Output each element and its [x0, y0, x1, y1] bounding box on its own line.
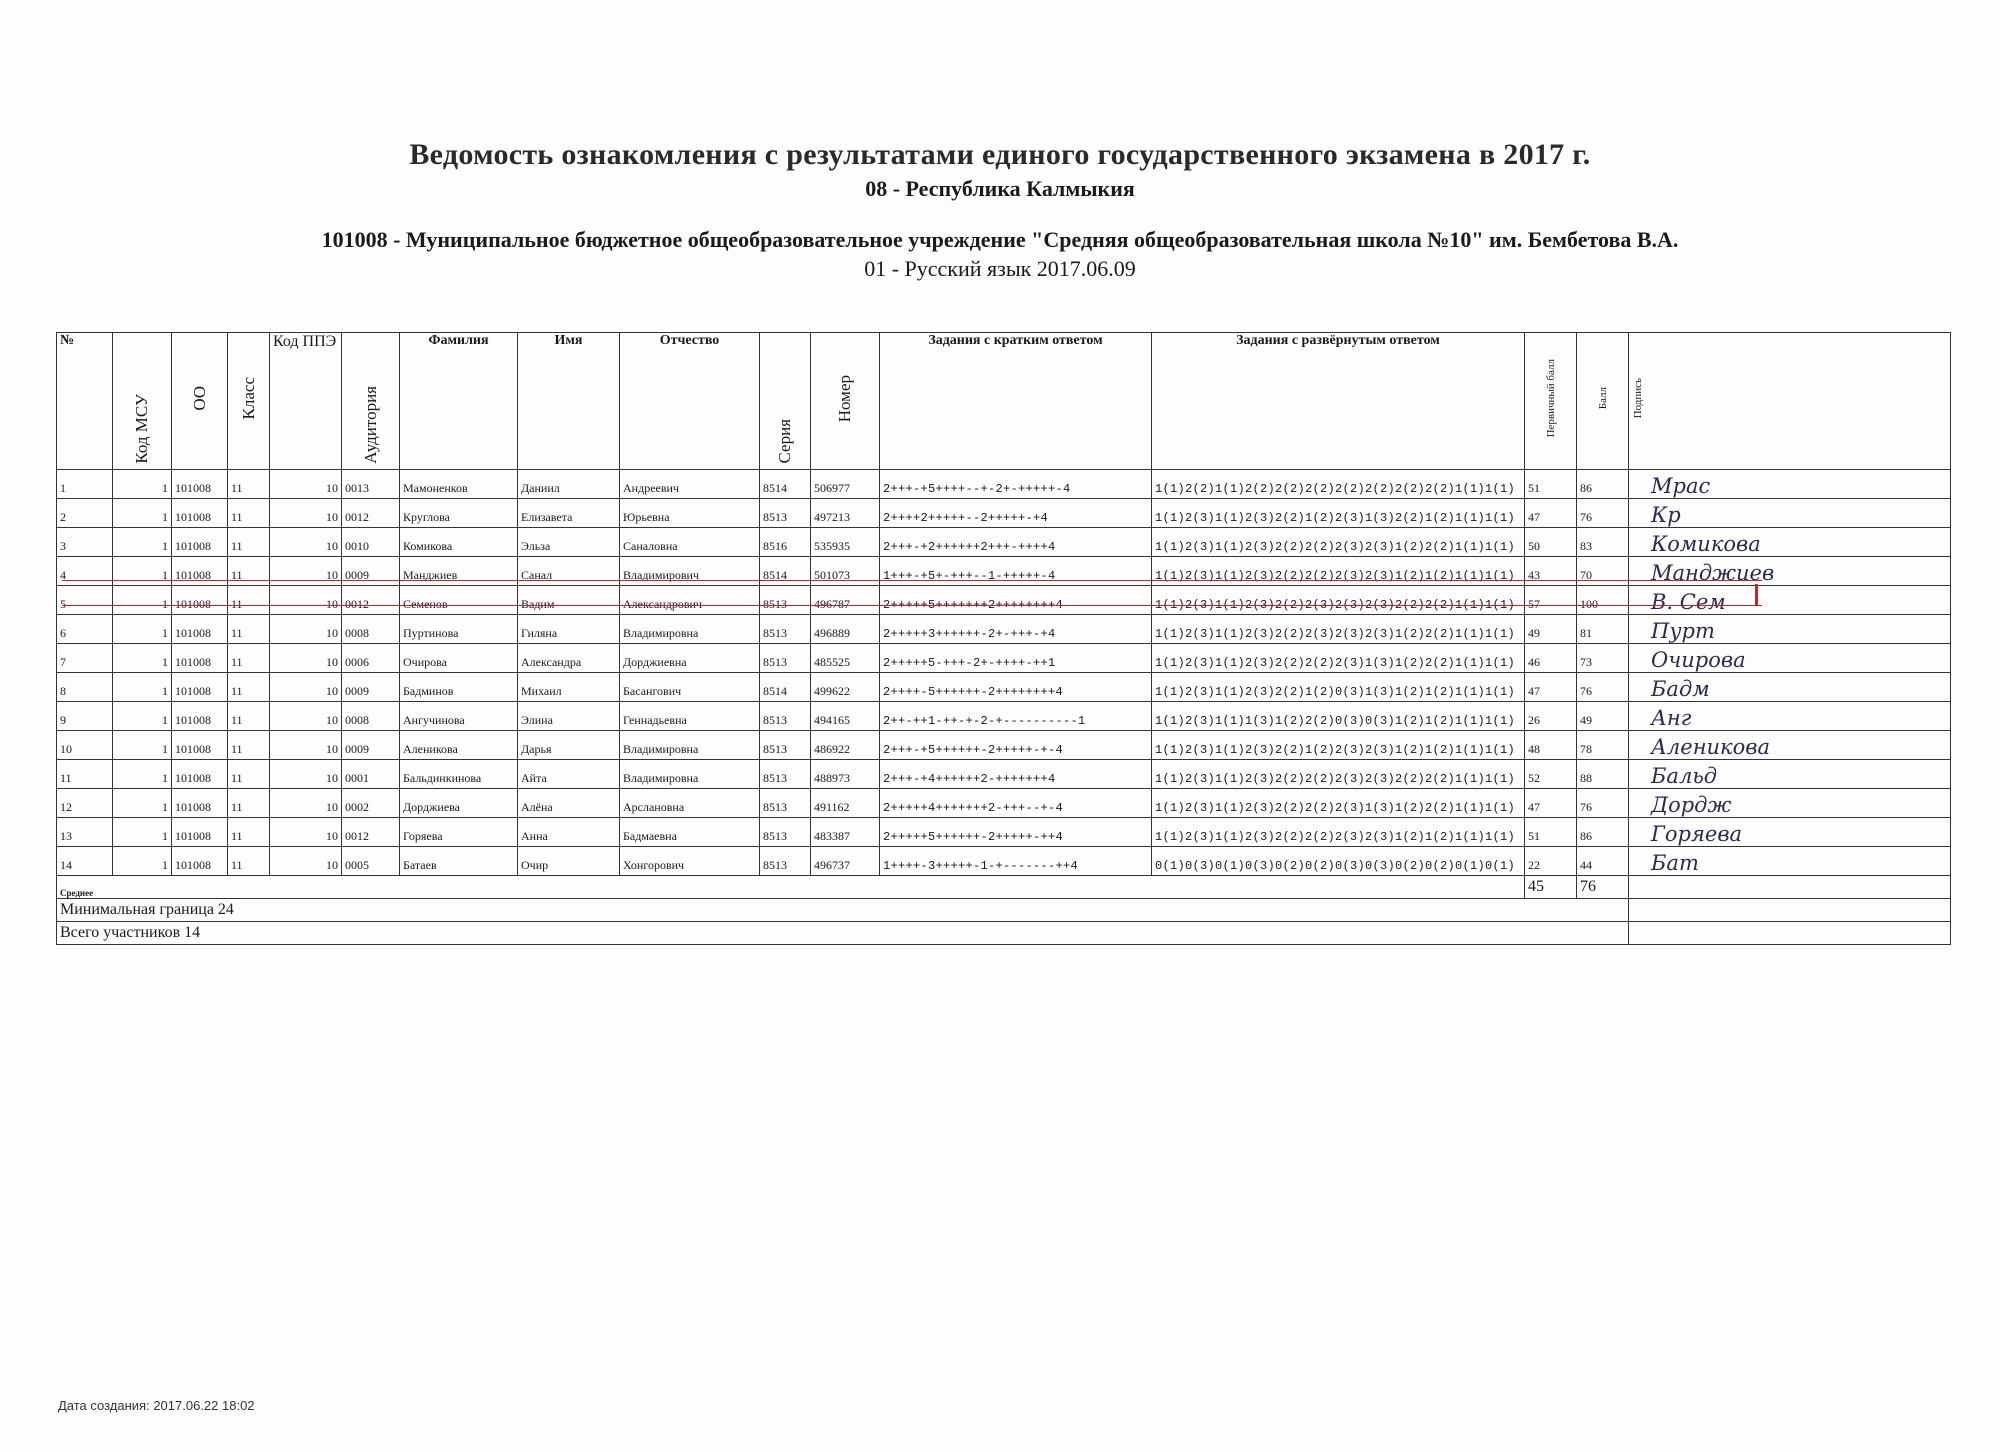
table-row	[57, 818, 1951, 847]
col-oo: ОО	[172, 333, 228, 470]
class-cell: 11	[228, 499, 270, 528]
signature-cell	[1629, 847, 1951, 876]
msu-code: 1	[113, 731, 172, 760]
long-answers: 1(1)2(3)1(1)2(3)2(2)1(2)2(3)1(3)2(2)1(2)1(1)1(1)	[1152, 499, 1525, 528]
col-fam: Фамилия	[400, 333, 518, 470]
first-name: Айта	[518, 760, 620, 789]
primary-score: 43	[1525, 557, 1577, 586]
table-row	[57, 644, 1951, 673]
long-answers: 1(1)2(3)1(1)2(3)2(2)1(2)2(3)2(3)1(2)1(2)1(1)1(1)	[1152, 731, 1525, 760]
msu-code: 1	[113, 499, 172, 528]
passport-number: 485525	[811, 644, 880, 673]
short-answers: 2+++-+5++++--+-2+-+++++-4	[880, 470, 1152, 499]
avg-score: 76	[1577, 876, 1629, 899]
final-score: 78	[1577, 731, 1629, 760]
patronymic: Бадмаевна	[620, 818, 760, 847]
passport-series: 8513	[760, 847, 811, 876]
col-nomer: Номер	[811, 333, 880, 470]
signature: Аленикова	[1651, 735, 1770, 759]
created-date: Дата создания: 2017.06.22 18:02	[58, 1398, 255, 1413]
long-answers: 1(1)2(3)1(1)1(3)1(2)2(2)0(3)0(3)1(2)1(2)1(1)1(1)	[1152, 702, 1525, 731]
passport-number: 496889	[811, 615, 880, 644]
auditorium: 0005	[342, 847, 400, 876]
avg-primary: 45	[1525, 876, 1577, 899]
auditorium: 0009	[342, 557, 400, 586]
class-cell: 11	[228, 760, 270, 789]
primary-score: 46	[1525, 644, 1577, 673]
row-number: 2	[57, 499, 113, 528]
auditorium: 0012	[342, 586, 400, 615]
oo-code: 101008	[172, 847, 228, 876]
passport-number: 496737	[811, 847, 880, 876]
primary-score: 48	[1525, 731, 1577, 760]
patronymic: Саналовна	[620, 528, 760, 557]
short-answers: 2+++++4+++++++2-+++--+-4	[880, 789, 1152, 818]
passport-series: 8513	[760, 644, 811, 673]
primary-score: 51	[1525, 470, 1577, 499]
short-answers: 1+++-+5+-+++--1-+++++-4	[880, 557, 1152, 586]
signature: Манджиев	[1651, 561, 1775, 585]
primary-score: 52	[1525, 760, 1577, 789]
signature-cell	[1629, 499, 1951, 528]
first-name: Эльза	[518, 528, 620, 557]
class-cell: 11	[228, 818, 270, 847]
table-row	[57, 760, 1951, 789]
table-row	[57, 470, 1951, 499]
total-row	[57, 922, 1951, 945]
passport-series: 8516	[760, 528, 811, 557]
primary-score: 49	[1525, 615, 1577, 644]
msu-code: 1	[113, 818, 172, 847]
short-answers: 1++++-3+++++-1-+-------++4	[880, 847, 1152, 876]
final-score: 49	[1577, 702, 1629, 731]
row-number: 10	[57, 731, 113, 760]
msu-code: 1	[113, 760, 172, 789]
surname: Комикова	[400, 528, 518, 557]
auditorium: 0006	[342, 644, 400, 673]
surname: Аленикова	[400, 731, 518, 760]
col-name: Имя	[518, 333, 620, 470]
first-name: Анна	[518, 818, 620, 847]
ppe-code: 10	[270, 760, 342, 789]
first-name: Элина	[518, 702, 620, 731]
patronymic: Владимировна	[620, 760, 760, 789]
patronymic: Владимировна	[620, 731, 760, 760]
long-answers: 1(1)2(3)1(1)2(3)2(2)2(2)2(3)1(3)1(2)2(2)1(1)1(1)	[1152, 789, 1525, 818]
surname: Ангучинова	[400, 702, 518, 731]
ppe-code: 10	[270, 818, 342, 847]
patronymic: Александрович	[620, 586, 760, 615]
signature: Бадм	[1651, 677, 1710, 701]
col-long-answers: Задания с развёрнутым ответом	[1152, 333, 1525, 470]
header-row	[57, 333, 1951, 470]
class-cell: 11	[228, 789, 270, 818]
oo-code: 101008	[172, 644, 228, 673]
passport-series: 8513	[760, 731, 811, 760]
passport-number: 488973	[811, 760, 880, 789]
signature: Очирова	[1651, 648, 1746, 672]
short-answers: 2+++-+4++++++2-+++++++4	[880, 760, 1152, 789]
signature-cell	[1629, 818, 1951, 847]
first-name: Елизавета	[518, 499, 620, 528]
table-row	[57, 673, 1951, 702]
final-score: 76	[1577, 673, 1629, 702]
class-cell: 11	[228, 528, 270, 557]
ppe-code: 10	[270, 644, 342, 673]
msu-code: 1	[113, 557, 172, 586]
primary-score: 47	[1525, 673, 1577, 702]
row-number: 3	[57, 528, 113, 557]
surname: Манджиев	[400, 557, 518, 586]
oo-code: 101008	[172, 673, 228, 702]
col-num: №	[57, 333, 113, 470]
passport-series: 8514	[760, 673, 811, 702]
first-name: Даниил	[518, 470, 620, 499]
auditorium: 0009	[342, 673, 400, 702]
table-row	[57, 499, 1951, 528]
passport-number: 501073	[811, 557, 880, 586]
col-klass: Класс	[228, 333, 270, 470]
row-number: 4	[57, 557, 113, 586]
col-aud: Аудитория	[342, 333, 400, 470]
msu-code: 1	[113, 615, 172, 644]
oo-code: 101008	[172, 586, 228, 615]
school-line: 101008 - Муниципальное бюджетное общеобразовательное учреждение "Средняя общеобразовательная школа №10" им. Бембетова В.А.	[321, 227, 1679, 252]
long-answers: 1(1)2(3)1(1)2(3)2(2)2(2)2(3)1(3)1(2)2(2)1(1)1(1)	[1152, 644, 1525, 673]
surname: Батаев	[400, 847, 518, 876]
signature-cell	[1629, 789, 1951, 818]
short-answers: 2++++-5++++++-2++++++++4	[880, 673, 1152, 702]
first-name: Вадим	[518, 586, 620, 615]
patronymic: Арслановна	[620, 789, 760, 818]
row-number: 11	[57, 760, 113, 789]
patronymic: Владимирович	[620, 557, 760, 586]
row-number: 14	[57, 847, 113, 876]
signature-cell	[1629, 528, 1951, 557]
final-score: 73	[1577, 644, 1629, 673]
page-title: Ведомость ознакомления с результатами единого государственного экзамена в 2017 г.	[409, 138, 1591, 171]
long-answers: 1(1)2(3)1(1)2(3)2(2)2(2)2(3)2(3)1(2)1(2)1(1)1(1)	[1152, 557, 1525, 586]
col-sign: Подпись	[1629, 333, 1951, 470]
region-line: 08 - Республика Калмыкия	[865, 176, 1135, 201]
signature: Анг	[1651, 706, 1692, 730]
msu-code: 1	[113, 644, 172, 673]
class-cell: 11	[228, 702, 270, 731]
passport-number: 494165	[811, 702, 880, 731]
signature-cell	[1629, 673, 1951, 702]
short-answers: 2+++++5-+++-2+-++++-++1	[880, 644, 1152, 673]
ppe-code: 10	[270, 731, 342, 760]
first-name: Дарья	[518, 731, 620, 760]
surname: Бальдинкинова	[400, 760, 518, 789]
row-number: 8	[57, 673, 113, 702]
oo-code: 101008	[172, 499, 228, 528]
signature: Дордж	[1651, 793, 1732, 817]
long-answers: 0(1)0(3)0(1)0(3)0(2)0(2)0(3)0(3)0(2)0(2)0(1)0(1)	[1152, 847, 1525, 876]
averages-label: Среднее	[57, 876, 1525, 899]
signature-cell	[1629, 470, 1951, 499]
oo-code: 101008	[172, 702, 228, 731]
long-answers: 1(1)2(3)1(1)2(3)2(2)1(2)0(3)1(3)1(2)1(2)1(1)1(1)	[1152, 673, 1525, 702]
primary-score: 26	[1525, 702, 1577, 731]
total-participants: Всего участников 14	[57, 922, 1629, 945]
msu-code: 1	[113, 789, 172, 818]
table-row	[57, 789, 1951, 818]
auditorium: 0002	[342, 789, 400, 818]
first-name: Алёна	[518, 789, 620, 818]
final-score: 86	[1577, 818, 1629, 847]
auditorium: 0010	[342, 528, 400, 557]
col-seriya: Серия	[760, 333, 811, 470]
class-cell: 11	[228, 470, 270, 499]
signature-cell	[1629, 731, 1951, 760]
patronymic: Дорджиевна	[620, 644, 760, 673]
class-cell: 11	[228, 644, 270, 673]
class-cell: 11	[228, 673, 270, 702]
long-answers: 1(1)2(2)1(1)2(2)2(2)2(2)2(2)2(2)2(2)2(2)1(1)1(1)	[1152, 470, 1525, 499]
red-highlight-line	[62, 580, 1762, 606]
passport-series: 8514	[760, 470, 811, 499]
patronymic: Юрьевна	[620, 499, 760, 528]
msu-code: 1	[113, 586, 172, 615]
long-answers: 1(1)2(3)1(1)2(3)2(2)2(3)2(3)2(3)1(2)2(2)1(1)1(1)	[1152, 615, 1525, 644]
msu-code: 1	[113, 847, 172, 876]
long-answers: 1(1)2(3)1(1)2(3)2(2)2(3)2(3)2(3)2(2)2(2)1(1)1(1)	[1152, 586, 1525, 615]
primary-score: 57	[1525, 586, 1577, 615]
col-otch: Отчество	[620, 333, 760, 470]
oo-code: 101008	[172, 760, 228, 789]
oo-code: 101008	[172, 615, 228, 644]
row-number: 7	[57, 644, 113, 673]
primary-score: 47	[1525, 789, 1577, 818]
auditorium: 0008	[342, 615, 400, 644]
surname: Очирова	[400, 644, 518, 673]
ppe-code: 10	[270, 702, 342, 731]
primary-score: 22	[1525, 847, 1577, 876]
final-score: 76	[1577, 499, 1629, 528]
patronymic: Андреевич	[620, 470, 760, 499]
oo-code: 101008	[172, 470, 228, 499]
signature: Горяева	[1651, 822, 1743, 846]
final-score: 44	[1577, 847, 1629, 876]
passport-series: 8513	[760, 702, 811, 731]
results-table	[56, 332, 1951, 945]
surname: Горяева	[400, 818, 518, 847]
long-answers: 1(1)2(3)1(1)2(3)2(2)2(2)2(3)2(3)2(2)2(2)1(1)1(1)	[1152, 760, 1525, 789]
short-answers: 2+++-+5++++++-2+++++-+-4	[880, 731, 1152, 760]
ppe-code: 10	[270, 673, 342, 702]
msu-code: 1	[113, 673, 172, 702]
class-cell: 11	[228, 557, 270, 586]
oo-code: 101008	[172, 789, 228, 818]
first-name: Очир	[518, 847, 620, 876]
passport-series: 8513	[760, 615, 811, 644]
oo-code: 101008	[172, 731, 228, 760]
signature-cell	[1629, 615, 1951, 644]
class-cell: 11	[228, 731, 270, 760]
table-row	[57, 731, 1951, 760]
row-number: 5	[57, 586, 113, 615]
class-cell: 11	[228, 615, 270, 644]
long-answers: 1(1)2(3)1(1)2(3)2(2)2(2)2(3)2(3)1(2)1(2)1(1)1(1)	[1152, 818, 1525, 847]
final-score: 70	[1577, 557, 1629, 586]
col-msu: Код МСУ	[113, 333, 172, 470]
short-answers: 2+++++5++++++-2+++++-++4	[880, 818, 1152, 847]
class-cell: 11	[228, 586, 270, 615]
passport-number: 483387	[811, 818, 880, 847]
passport-series: 8513	[760, 818, 811, 847]
first-name: Гиляна	[518, 615, 620, 644]
red-highlight-end	[1755, 584, 1758, 606]
oo-code: 101008	[172, 528, 228, 557]
passport-number: 486922	[811, 731, 880, 760]
passport-number: 499622	[811, 673, 880, 702]
table-row	[57, 528, 1951, 557]
ppe-code: 10	[270, 528, 342, 557]
ppe-code: 10	[270, 586, 342, 615]
signature: Комикова	[1651, 532, 1761, 556]
signature: Мрас	[1651, 474, 1711, 498]
ppe-code: 10	[270, 847, 342, 876]
short-answers: 2+++-+2++++++2+++-++++4	[880, 528, 1152, 557]
ppe-code: 10	[270, 789, 342, 818]
ppe-code: 10	[270, 470, 342, 499]
signature: Кр	[1651, 503, 1681, 527]
msu-code: 1	[113, 528, 172, 557]
auditorium: 0012	[342, 499, 400, 528]
final-score: 100	[1577, 586, 1629, 615]
final-score: 83	[1577, 528, 1629, 557]
table-row	[57, 847, 1951, 876]
surname: Семенов	[400, 586, 518, 615]
ppe-code: 10	[270, 557, 342, 586]
final-score: 81	[1577, 615, 1629, 644]
primary-score: 50	[1525, 528, 1577, 557]
final-score: 76	[1577, 789, 1629, 818]
surname: Мамоненков	[400, 470, 518, 499]
passport-number: 535935	[811, 528, 880, 557]
min-row	[57, 899, 1951, 922]
first-name: Михаил	[518, 673, 620, 702]
auditorium: 0013	[342, 470, 400, 499]
final-score: 86	[1577, 470, 1629, 499]
signature: В. Сем	[1651, 590, 1726, 614]
ppe-code: 10	[270, 615, 342, 644]
auditorium: 0001	[342, 760, 400, 789]
signature: Бат	[1651, 851, 1699, 875]
passport-number: 496787	[811, 586, 880, 615]
col-primary: Первичный балл	[1525, 333, 1577, 470]
patronymic: Хонгорович	[620, 847, 760, 876]
patronymic: Геннадьевна	[620, 702, 760, 731]
surname: Дорджиева	[400, 789, 518, 818]
signature: Пурт	[1651, 619, 1715, 643]
final-score: 88	[1577, 760, 1629, 789]
passport-series: 8513	[760, 586, 811, 615]
row-number: 13	[57, 818, 113, 847]
passport-number: 497213	[811, 499, 880, 528]
primary-score: 47	[1525, 499, 1577, 528]
passport-series: 8513	[760, 789, 811, 818]
passport-number: 506977	[811, 470, 880, 499]
signature-cell	[1629, 644, 1951, 673]
msu-code: 1	[113, 702, 172, 731]
msu-code: 1	[113, 470, 172, 499]
surname: Круглова	[400, 499, 518, 528]
table-row	[57, 702, 1951, 731]
col-ppe: Код ППЭ	[270, 333, 342, 470]
first-name: Санал	[518, 557, 620, 586]
auditorium: 0012	[342, 818, 400, 847]
signature-cell	[1629, 702, 1951, 731]
row-number: 9	[57, 702, 113, 731]
signature-cell	[1629, 760, 1951, 789]
avg-sign	[1629, 876, 1951, 899]
col-score: Балл	[1577, 333, 1629, 470]
row-number: 6	[57, 615, 113, 644]
passport-series: 8514	[760, 557, 811, 586]
patronymic: Басангович	[620, 673, 760, 702]
table-row	[57, 615, 1951, 644]
min-threshold: Минимальная граница 24	[57, 899, 1629, 922]
first-name: Александра	[518, 644, 620, 673]
short-answers: 2++-++1-++-+-2-+----------1	[880, 702, 1152, 731]
oo-code: 101008	[172, 557, 228, 586]
auditorium: 0009	[342, 731, 400, 760]
surname: Бадминов	[400, 673, 518, 702]
short-answers: 2+++++5+++++++2++++++++4	[880, 586, 1152, 615]
passport-series: 8513	[760, 760, 811, 789]
ppe-code: 10	[270, 499, 342, 528]
averages-row	[57, 876, 1951, 899]
auditorium: 0008	[342, 702, 400, 731]
oo-code: 101008	[172, 818, 228, 847]
patronymic: Владимировна	[620, 615, 760, 644]
short-answers: 2+++++3++++++-2+-+++-+4	[880, 615, 1152, 644]
col-short-answers: Задания с кратким ответом	[880, 333, 1152, 470]
long-answers: 1(1)2(3)1(1)2(3)2(2)2(2)2(3)2(3)1(2)2(2)1(1)1(1)	[1152, 528, 1525, 557]
row-number: 12	[57, 789, 113, 818]
primary-score: 51	[1525, 818, 1577, 847]
class-cell: 11	[228, 847, 270, 876]
signature: Бальд	[1651, 764, 1718, 788]
short-answers: 2++++2+++++--2+++++-+4	[880, 499, 1152, 528]
surname: Пуртинова	[400, 615, 518, 644]
passport-series: 8513	[760, 499, 811, 528]
row-number: 1	[57, 470, 113, 499]
subject-line: 01 - Русский язык 2017.06.09	[864, 256, 1136, 281]
passport-number: 491162	[811, 789, 880, 818]
